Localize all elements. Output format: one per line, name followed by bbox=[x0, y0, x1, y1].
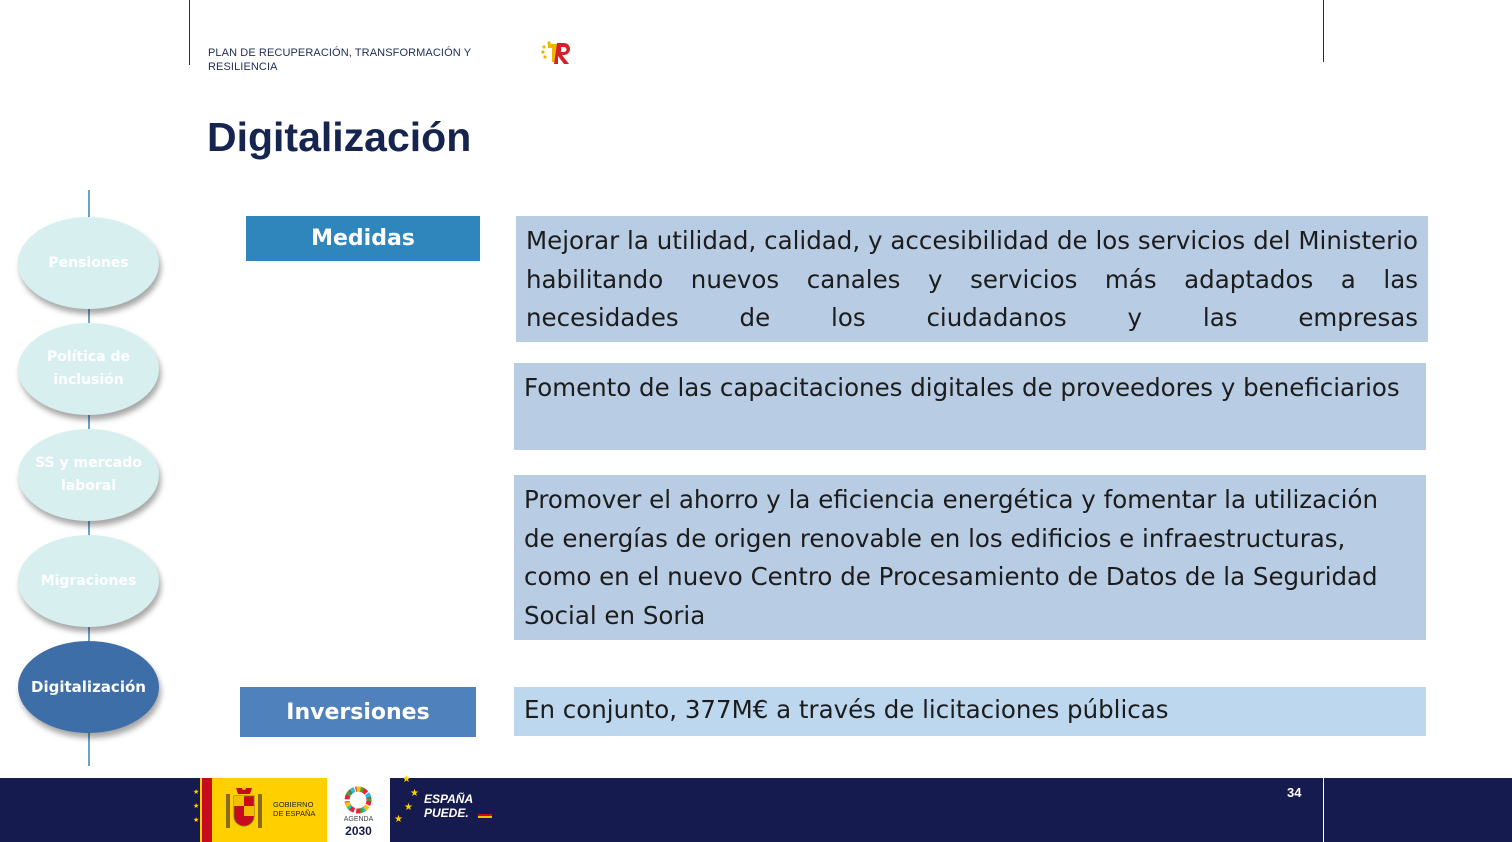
medida-text: Promover el ahorro y la eficiencia energética y fomentar la utilización de energías de origen renovable en los edificios e infraestructuras, como en el nuevo Centro de Procesamiento de Datos de la Seguridad Social en Soria bbox=[524, 485, 1378, 630]
inversiones-item bbox=[514, 687, 1426, 736]
timeline-item-migraciones[interactable] bbox=[18, 535, 159, 627]
page-number: 34 bbox=[1287, 785, 1302, 800]
timeline-item-label: SS y mercado laboral bbox=[35, 455, 142, 494]
espana-puede-logo: ★ ★ ★ ★ ESPAÑA PUEDE. bbox=[398, 780, 503, 836]
timeline-item-ss-mercado-laboral[interactable] bbox=[18, 429, 159, 521]
agenda-year: 2030 bbox=[345, 824, 372, 838]
medida-text: Fomento de las capacitaciones digitales de proveedores y beneficiarios bbox=[524, 373, 1400, 402]
timeline-connector bbox=[88, 190, 90, 218]
medida-item bbox=[514, 475, 1426, 640]
sdg-wheel-icon bbox=[344, 786, 372, 814]
medida-item bbox=[514, 363, 1426, 450]
header-right-rule bbox=[1323, 0, 1324, 62]
page-title: Digitalización bbox=[207, 114, 472, 160]
timeline-item-digitalizacion[interactable] bbox=[18, 641, 159, 733]
timeline-item-label: Política de inclusión bbox=[46, 349, 131, 388]
espana-puede-text: PUEDE. bbox=[424, 806, 469, 820]
inversiones-label: Inversiones bbox=[240, 687, 476, 737]
header-left-rule bbox=[189, 0, 190, 65]
coat-of-arms-icon bbox=[220, 784, 268, 836]
agenda-2030-logo bbox=[327, 778, 390, 842]
gobierno-text: DE ESPAÑA bbox=[273, 809, 316, 818]
plan-title: PLAN DE RECUPERACIÓN, TRANSFORMACIÓN Y RESILIENCIA bbox=[208, 47, 471, 73]
timeline-item-pensiones[interactable] bbox=[18, 217, 159, 309]
timeline-item-politica-inclusion[interactable] bbox=[18, 323, 159, 415]
gobierno-espana-logo: ★ ★ ★ GOBIERNO DE ESPAÑA bbox=[190, 778, 327, 842]
medidas-label: Medidas bbox=[246, 216, 480, 261]
gobierno-text: GOBIERNO bbox=[273, 800, 314, 809]
prtr-logo bbox=[540, 38, 574, 66]
medida-text: Mejorar la utilidad, calidad, y accesibilidad de los servicios del Ministerio habilitando nuevos canales y servicios más adaptados a las necesidades de los ciudadanos y las empresas bbox=[526, 226, 1418, 332]
medida-item bbox=[516, 216, 1428, 342]
agenda-text: AGENDA bbox=[343, 816, 374, 823]
timeline-item-label: Pensiones bbox=[48, 254, 129, 271]
inversiones-text: En conjunto, 377M€ a través de licitaciones públicas bbox=[524, 695, 1169, 724]
espana-puede-text: ESPAÑA bbox=[424, 792, 474, 806]
footer-right-rule bbox=[1323, 778, 1324, 842]
timeline-connector bbox=[88, 732, 90, 766]
timeline-item-label: Digitalización bbox=[31, 677, 146, 696]
timeline-item-label: Migraciones bbox=[40, 572, 137, 589]
